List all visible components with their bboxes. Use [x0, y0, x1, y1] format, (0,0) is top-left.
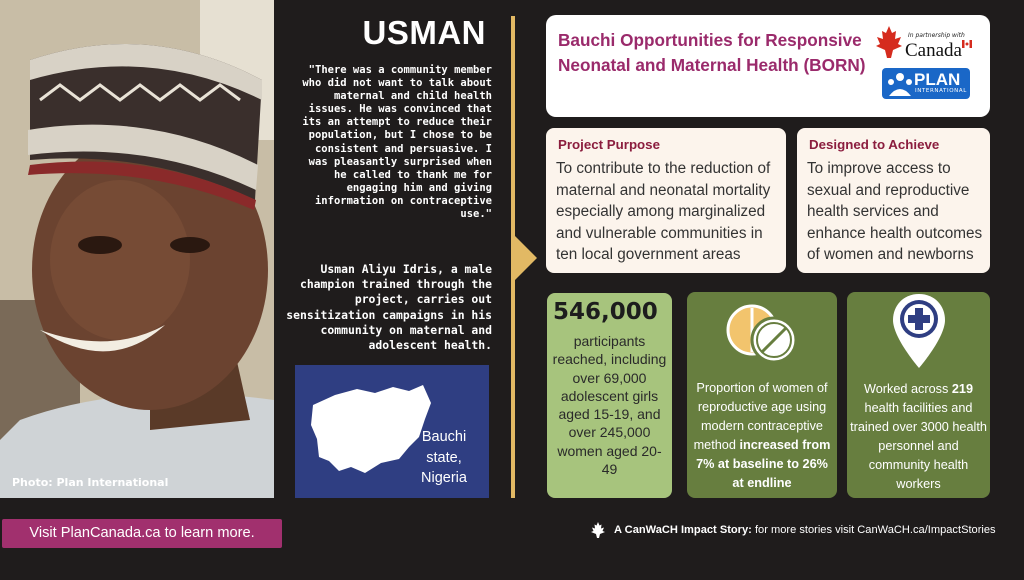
photo-credit: Photo: Plan International: [12, 476, 169, 489]
profile-bio: Usman Aliyu Idris, a male champion trained through the project, carries out sensitization campaigns in his community on maternal and adolescent health.: [286, 262, 492, 353]
participants-number: 546,000: [553, 299, 658, 325]
facilities-text-lead: Worked across: [863, 382, 952, 396]
canwach-bold: A CanWaCH Impact Story:: [614, 524, 752, 536]
participants-text: participants reached, including over 69,000 adolescent girls aged 15-19, and over 245,000 women aged 20-49: [552, 333, 667, 478]
contraceptive-text-lead: Proportion of women of reproductive age using modern contraceptive method: [693, 381, 828, 452]
contraceptive-stat-card: [687, 292, 837, 498]
project-title-card: [546, 15, 990, 117]
canada-flag-icon: [962, 40, 972, 48]
visit-plancanada-link[interactable]: Visit PlanCanada.ca to learn more.: [2, 519, 282, 548]
plan-people-icon: [885, 70, 915, 98]
achieve-body: To improve access to sexual and reproductive health services and enhance health outcomes of women and newborns: [807, 160, 983, 264]
project-title: Bauchi Opportunities for Responsive Neonatal and Maternal Health (BORN): [558, 30, 866, 75]
map-label: Bauchi state, Nigeria: [421, 429, 467, 486]
facilities-text-rest: health facilities and trained over 3000 health personnel and community health workers: [850, 400, 987, 491]
facilities-number: 219: [951, 382, 974, 396]
divider-arrow-icon: [515, 236, 537, 280]
canada-wordmark: Canada: [905, 40, 962, 61]
profile-name: USMAN: [362, 14, 486, 51]
canwach-link-text[interactable]: for more stories visit CanWaCH.ca/ImpactStories: [751, 524, 996, 536]
canwach-leaf-icon: [591, 522, 605, 538]
pills-icon: [724, 302, 804, 366]
canada-maple-leaf-icon: [876, 26, 902, 58]
contraceptive-text: [689, 379, 835, 492]
achieve-heading: Designed to Achieve: [809, 137, 940, 152]
plan-international-logo: [882, 68, 970, 99]
canwach-footer-text: [614, 524, 996, 536]
health-facilities-stat-card: [847, 292, 990, 498]
portrait-illustration: [0, 0, 274, 498]
project-purpose-card: [546, 128, 786, 273]
purpose-heading: Project Purpose: [558, 137, 660, 152]
location-map-card: [295, 365, 489, 498]
participants-stat-card: [547, 293, 672, 498]
plan-logo-subtitle: INTERNATIONAL: [915, 88, 967, 94]
plan-logo-word: PLAN: [914, 70, 961, 89]
health-facilities-text: [849, 380, 988, 493]
contraceptive-text-highlight: increased from 7% at baseline to 26% at endline: [696, 437, 831, 490]
health-location-pin-icon: [891, 292, 947, 370]
designed-to-achieve-card: [797, 128, 990, 273]
purpose-body: To contribute to the reduction of maternal and neonatal mortality especially among marginalized and vulnerable communities in ten local government areas: [556, 160, 771, 264]
profile-quote: "There was a community member who did not want to talk about maternal and child health issues. He was convinced that its an attempt to reduce their population, but I chose to be consistent and persuasive. I was pleasantly surprised when he called to thank me for engaging him and giving information on contraceptive use.": [302, 64, 492, 221]
partnership-text: In partnership with: [908, 32, 965, 39]
portrait-photo: [0, 0, 274, 498]
